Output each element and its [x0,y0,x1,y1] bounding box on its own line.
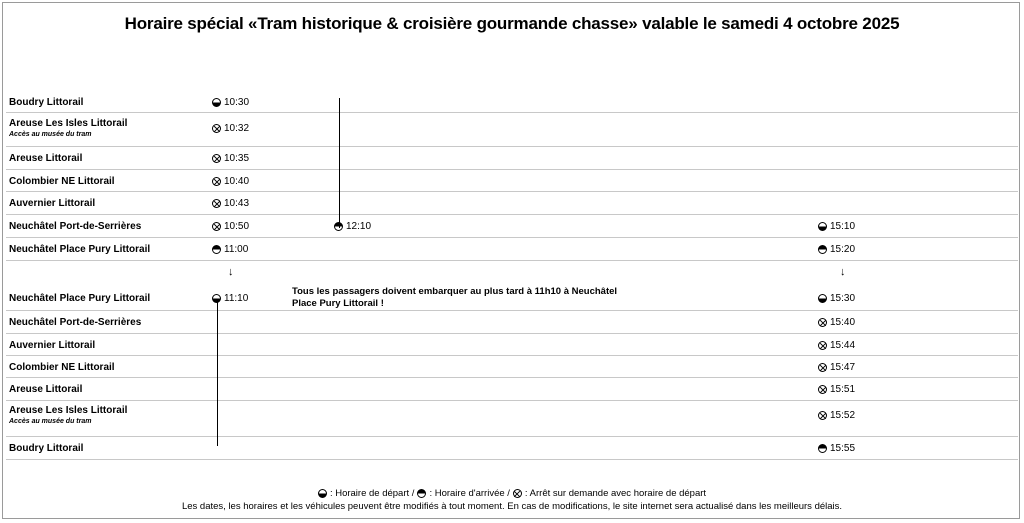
request-stop-icon [513,489,522,498]
time-cell [818,362,855,373]
time-value: 10:50 [224,221,250,232]
page-title: Horaire spécial «Tram historique & croisière gourmande chasse» valable le samedi 4 octobre 2025 [124,14,900,33]
timetable-row [6,357,1018,378]
time-value: 15:51 [830,384,856,395]
request-stop-icon [818,318,827,327]
departure-icon [212,98,221,107]
disclaimer: Les dates, les horaires et les véhicules peuvent être modifiés à tout moment. En cas de modifications, le site internet sera actualisé dans les meilleurs délais. [181,501,843,512]
departure-icon [818,294,827,303]
timetable-row [6,216,1018,238]
boarding-notice: Tous les passagers doivent embarquer au plus tard à 11h10 à Neuchâtel Place Pury Littorail ! [292,286,618,309]
station-name: Areuse Littorail [9,153,83,164]
request-stop-icon [818,385,827,394]
time-value: 10:30 [224,97,250,108]
arrival-icon [212,245,221,254]
time-value: 15:44 [830,340,856,351]
time-value: 15:30 [830,293,856,304]
arrival-icon [818,245,827,254]
time-cell [212,221,249,232]
station-name: Areuse Littorail [9,384,83,395]
station-name: Colombier NE Littorail [9,362,115,373]
time-value: 11:00 [224,244,249,255]
station-name: Neuchâtel Port-de-Serrières [9,317,142,328]
time-value: 15:20 [830,244,856,255]
time-cell [818,443,855,454]
arrival-icon [417,489,426,498]
request-stop-icon [212,177,221,186]
timetable-row [6,171,1018,192]
station-name: Auvernier Littorail [9,198,96,209]
legend-arrival: : Horaire d'arrivée / [429,488,510,499]
station-name: Neuchâtel Place Pury Littorail [9,293,151,304]
request-stop-icon [818,363,827,372]
time-cell [818,221,855,232]
timetable-row [6,115,1018,147]
request-stop-icon [212,199,221,208]
time-cell [212,244,248,255]
down-arrow-icon: ↓ [228,266,234,278]
timetable-row [6,402,1018,437]
timetable-row [6,148,1018,170]
station-note: Accès au musée du tram [9,131,92,138]
station-name: Neuchâtel Place Pury Littorail [9,244,151,255]
time-value: 15:47 [830,362,856,373]
request-stop-icon [212,154,221,163]
arrival-icon [818,444,827,453]
time-value: 10:32 [224,123,250,134]
time-value: 15:10 [830,221,856,232]
station-note: Accès au musée du tram [9,418,92,425]
time-value: 12:10 [346,221,372,232]
time-value: 10:43 [224,198,250,209]
request-stop-icon [212,222,221,231]
station-name: Boudry Littorail [9,97,84,108]
timetable-row [6,335,1018,356]
legend-stop: : Arrêt sur demande avec horaire de départ [524,488,707,499]
time-cell [818,317,855,328]
time-value: 11:10 [224,293,249,304]
station-name: Colombier NE Littorail [9,176,115,187]
departure-icon [818,222,827,231]
station-name: Areuse Les Isles Littorail [9,118,128,129]
timetable-row [6,93,1018,113]
request-stop-icon [818,411,827,420]
timetable-row [6,239,1018,261]
time-cell [818,244,855,255]
station-name: Areuse Les Isles Littorail [9,405,128,416]
time-value: 10:35 [224,153,250,164]
down-arrow-icon: ↓ [840,266,846,278]
timetable-row [6,438,1018,460]
departure-icon [318,489,327,498]
request-stop-icon [212,124,221,133]
timetable-row [6,379,1018,401]
legend-departure: : Horaire de départ / [329,488,415,499]
timetable-row [6,312,1018,334]
time-cell [212,123,249,134]
time-cell [818,384,855,395]
request-stop-icon [818,341,827,350]
time-value: 15:55 [830,443,856,454]
time-cell [212,153,249,164]
time-value: 15:40 [830,317,856,328]
timetable-row [6,193,1018,215]
time-cell [818,410,855,421]
return-connector-line [217,300,218,446]
time-value: 15:52 [830,410,856,421]
time-cell [212,176,249,187]
time-cell [212,97,249,108]
time-cell [818,340,855,351]
station-name: Auvernier Littorail [9,340,96,351]
time-cell [818,293,855,304]
time-value: 10:40 [224,176,250,187]
time-cell [212,198,249,209]
station-name: Neuchâtel Port-de-Serrières [9,221,142,232]
legend [0,488,1024,499]
station-name: Boudry Littorail [9,443,84,454]
cruise-connector-line [339,98,340,228]
